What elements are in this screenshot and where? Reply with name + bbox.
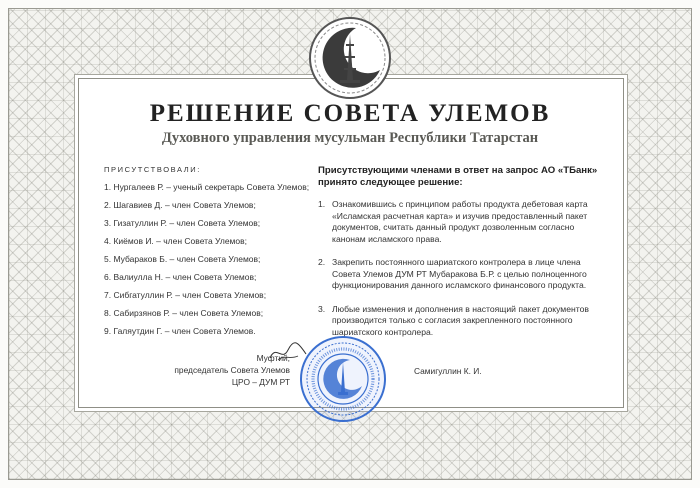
decision-section: [318, 165, 608, 350]
decision-point: [318, 304, 608, 339]
document-subtitle: Духовного управления мусульман Республики Татарстан: [161, 130, 539, 146]
mosque-logo-icon: [306, 14, 394, 102]
member-item: 4. Киёмов И. – член Совета Улемов;: [104, 236, 248, 246]
decision-point-text: Любые изменения и дополнения в настоящий пакет документов производится только с согласия закрепленного постоянного шариатского контролера.: [332, 303, 589, 337]
member-item: 3. Гизатуллин Р. – член Совета Улемов;: [104, 218, 261, 228]
signature-title-line: председатель Совета Улемов: [174, 365, 290, 375]
members-heading: ПРИСУТСТВОВАЛИ:: [104, 165, 201, 174]
decision-point: [318, 199, 608, 245]
document-title: РЕШЕНИЕ СОВЕТА УЛЕМОВ: [149, 100, 551, 127]
member-item: 7. Сибгатуллин Р. – член Совета Улемов;: [104, 290, 267, 300]
decision-point-text: Закрепить постоянного шариатского контролера в лице члена Совета Улемов ДУМ РТ Мубаракова Б.Р. с целью полноценного функционирования данного исламского финансового продукта.: [332, 257, 587, 290]
decision-point-number: 2.: [318, 257, 326, 267]
signer-name: Самигуллин К. И.: [414, 366, 482, 376]
signature-title-line: Муфтий,: [256, 353, 290, 363]
member-item: 9. Галяутдин Г. – член Совета Улемов.: [104, 326, 256, 336]
decision-point-text: Ознакомившись с принципом работы продукта дебетовая карта «Исламская расчетная карта» и изучив предоставленный пакет документов, считать данный продукт дозволенным согласно канонам исламского права.: [332, 199, 588, 244]
member-item: 8. Сабирзянов Р. – член Совета Улемов;: [104, 308, 264, 318]
official-stamp-icon: [298, 334, 388, 424]
signature-title-line: ЦРО – ДУМ РТ: [231, 377, 290, 387]
member-item: 5. Мубараков Б. – член Совета Улемов;: [104, 254, 261, 264]
decision-intro: Присутствующими членами в ответ на запрос АО «ТБанк» принято следующее решение:: [318, 165, 598, 188]
member-item: 1. Нургалеев Р. – ученый секретарь Совета Улемов;: [104, 182, 310, 192]
decision-point-number: 1.: [318, 199, 326, 209]
member-item: 2. Шагавиев Д. – член Совета Улемов;: [104, 200, 256, 210]
decision-point: [318, 257, 608, 292]
decision-point-number: 3.: [318, 303, 326, 314]
member-item: 6. Валиулла Н. – член Совета Улемов;: [104, 272, 257, 282]
members-section: [104, 165, 310, 344]
